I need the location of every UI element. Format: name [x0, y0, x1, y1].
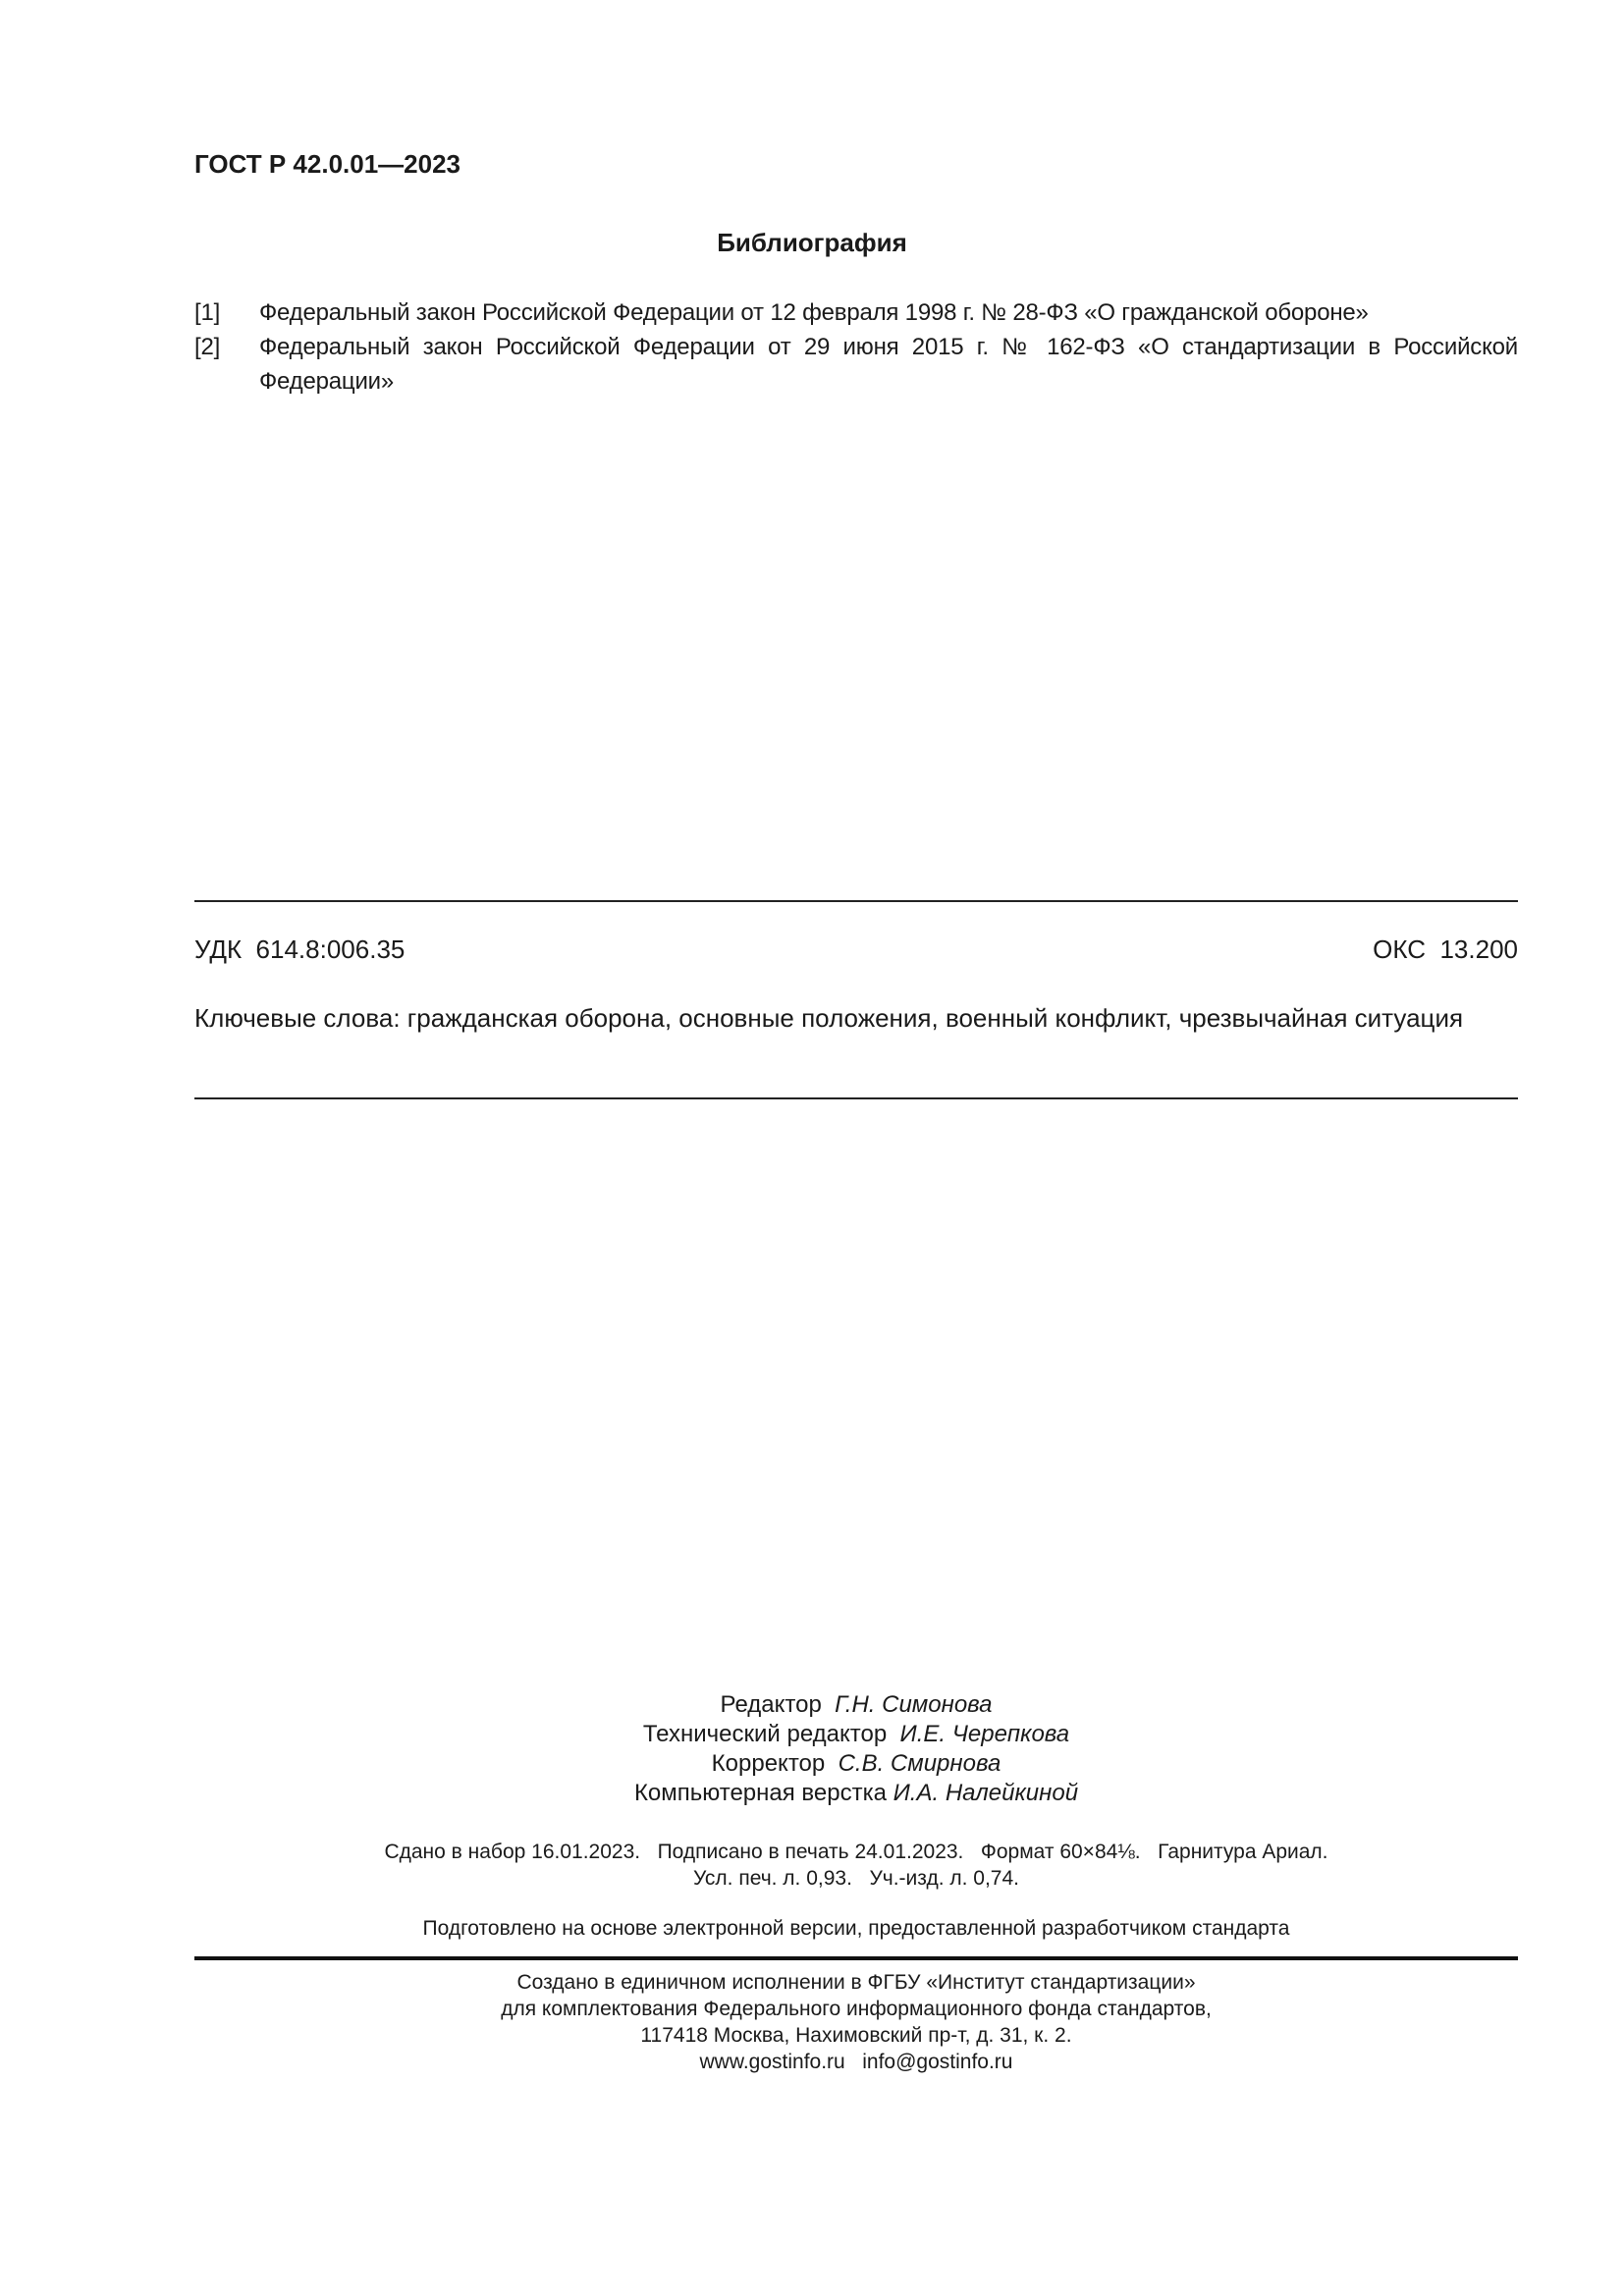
reference-item [194, 295, 1518, 330]
bibliography-title: Библиография [717, 228, 907, 257]
print-info-line: Усл. печ. л. 0,93. Уч.-изд. л. 0,74. [692, 1867, 1019, 1890]
divider [194, 900, 1518, 902]
oks-code: ОКС 13.200 [1373, 934, 1518, 964]
credit-role: Технический редактор [642, 1721, 888, 1747]
credit-name: И.Е. Черепкова [899, 1721, 1070, 1747]
print-info-line: Сдано в набор 16.01.2023. Подписано в печать 24.01.2023. Формат 60×84⅛. Гарнитура Ариал. [384, 1841, 1328, 1863]
reference-item [194, 330, 1518, 399]
publisher-line: Создано в единичном исполнении в ФГБУ «Институт стандартизации» [516, 1971, 1196, 1994]
credit-role: Корректор [711, 1750, 826, 1777]
credit-line [194, 1720, 1518, 1749]
reference-number: [1] [194, 299, 221, 326]
publisher-info [194, 1969, 1518, 2075]
credit-line [194, 1779, 1518, 1808]
udk-code: УДК 614.8:006.35 [194, 934, 406, 964]
divider [194, 1097, 1518, 1099]
publisher-line: 117418 Москва, Нахимовский пр-т, д. 31, к. 2. [640, 2024, 1072, 2047]
document-number: ГОСТ Р 42.0.01—2023 [194, 149, 461, 179]
credit-name: И.А. Налейкиной [893, 1780, 1079, 1806]
reference-text: Федеральный закон Российской Федерации от 12 февраля 1998 г. № 28-ФЗ «О гражданской обороне» [259, 299, 1369, 326]
credit-name: С.В. Смирнова [838, 1750, 1001, 1777]
divider [194, 1956, 1518, 1960]
prepared-note: Подготовлено на основе электронной версии, предоставленной разработчиком стандарта [422, 1917, 1290, 1940]
credit-line [194, 1749, 1518, 1779]
reference-number: [2] [194, 334, 221, 360]
credit-name: Г.Н. Симонова [835, 1691, 993, 1718]
email-link[interactable]: info@gostinfo.ru [862, 2051, 1013, 2073]
reference-list [194, 295, 1518, 399]
credit-role: Компьютерная верстка [633, 1780, 887, 1806]
credit-line [194, 1690, 1518, 1720]
publisher-line: для комплектования Федерального информационного фонда стандартов, [501, 1998, 1212, 2020]
keywords: Ключевые слова: гражданская оборона, основные положения, военный конфликт, чрезвычайная ситуация [194, 1003, 1464, 1033]
reference-text: Федеральный закон Российской Федерации от 29 июня 2015 г. № 162-ФЗ «О стандартизации в Российской Федерации» [259, 334, 1518, 395]
website-link[interactable]: www.gostinfo.ru [699, 2051, 845, 2073]
publisher-contacts [194, 2049, 1518, 2075]
credit-role: Редактор [720, 1691, 822, 1718]
credits [194, 1690, 1518, 1808]
print-info [194, 1839, 1518, 1942]
